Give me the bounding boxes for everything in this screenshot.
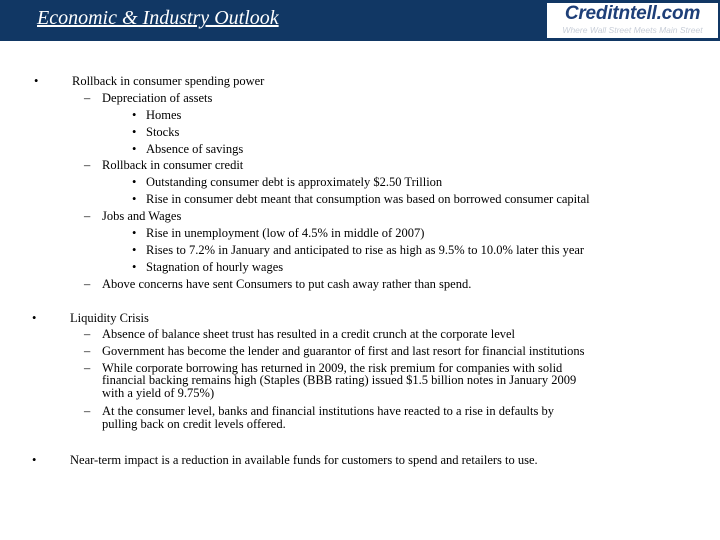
sub-item-text: Rollback in consumer credit: [102, 158, 244, 172]
sub-item: [84, 344, 585, 359]
dash-marker: –: [84, 277, 91, 291]
sub-sub-item-text: Stocks: [146, 125, 180, 139]
sub-sub-item: [132, 192, 590, 207]
sub-item-text: Jobs and Wages: [102, 209, 182, 223]
slide-title: Economic & Industry Outlook: [37, 7, 279, 29]
bullet-marker: •: [32, 311, 37, 325]
bullet-marker: •: [132, 192, 137, 206]
bullet-item: [34, 74, 265, 89]
dash-marker: –: [84, 91, 91, 105]
sub-sub-item: [132, 175, 443, 190]
sub-item-text: Depreciation of assets: [102, 91, 213, 105]
sub-item-text: At the consumer level, banks and financial institutions have reacted to a rise in defaults by: [102, 404, 554, 418]
sub-item-text: Government has become the lender and guarantor of first and last resort for financial institutions: [102, 344, 585, 358]
bullet-marker: •: [132, 108, 137, 122]
bullet-item: [32, 453, 538, 468]
bullet-marker: •: [132, 243, 137, 257]
dash-marker: –: [84, 158, 91, 172]
bullet-text: Near-term impact is a reduction in available funds for customers to spend and retailers to use.: [70, 453, 538, 467]
bullet-marker: •: [32, 453, 37, 467]
sub-sub-item: [132, 108, 182, 123]
bullet-marker: •: [132, 125, 137, 139]
bullet-item: [32, 311, 149, 326]
bullet-marker: •: [132, 142, 137, 156]
sub-item-text: Above concerns have sent Consumers to put cash away rather than spend.: [102, 277, 472, 291]
dash-marker: –: [84, 344, 91, 358]
bullet-marker: •: [132, 175, 137, 189]
sub-sub-item-text: Outstanding consumer debt is approximately $2.50 Trillion: [146, 175, 443, 189]
logo-tagline: Where Wall Street Meets Main Street: [562, 25, 703, 35]
sub-item-continuation: with a yield of 9.75%): [102, 386, 215, 400]
dash-marker: –: [84, 209, 91, 223]
sub-sub-item-text: Rise in consumer debt meant that consumption was based on borrowed consumer capital: [146, 192, 590, 206]
sub-item: [84, 91, 213, 106]
sub-sub-item: [132, 260, 284, 275]
sub-sub-item-text: Absence of savings: [146, 142, 244, 156]
sub-item: [84, 209, 182, 224]
sub-sub-item: [132, 125, 180, 140]
bullet-marker: •: [132, 226, 137, 240]
sub-item-continuation: pulling back on credit levels offered.: [102, 417, 286, 431]
bullet-text: Liquidity Crisis: [70, 311, 149, 325]
dash-marker: –: [84, 404, 91, 418]
sub-sub-item: [132, 142, 244, 157]
sub-sub-item-text: Rises to 7.2% in January and anticipated to rise as high as 9.5% to 10.0% later this year: [146, 243, 585, 257]
sub-sub-item: [132, 243, 585, 258]
sub-item: [84, 158, 244, 173]
bullet-text: Rollback in consumer spending power: [72, 74, 265, 88]
dash-marker: –: [84, 327, 91, 341]
sub-item: [84, 277, 472, 292]
bullet-marker: •: [34, 74, 39, 88]
sub-sub-item: [132, 226, 425, 241]
sub-sub-item-text: Rise in unemployment (low of 4.5% in middle of 2007): [146, 226, 425, 240]
bullet-marker: •: [132, 260, 137, 274]
sub-sub-item-text: Stagnation of hourly wages: [146, 260, 284, 274]
dash-marker: –: [84, 361, 91, 375]
sub-item-continuation: financial backing remains high (Staples (BBB rating) issued $1.5 billion notes in January 2009: [102, 373, 577, 387]
sub-item-text: Absence of balance sheet trust has resulted in a credit crunch at the corporate level: [102, 327, 516, 341]
sub-sub-item-text: Homes: [146, 108, 182, 122]
sub-item-text: While corporate borrowing has returned in 2009, the risk premium for companies with solid: [102, 361, 563, 375]
sub-item: [84, 327, 516, 342]
logo-name: Creditntell.com: [564, 3, 701, 24]
